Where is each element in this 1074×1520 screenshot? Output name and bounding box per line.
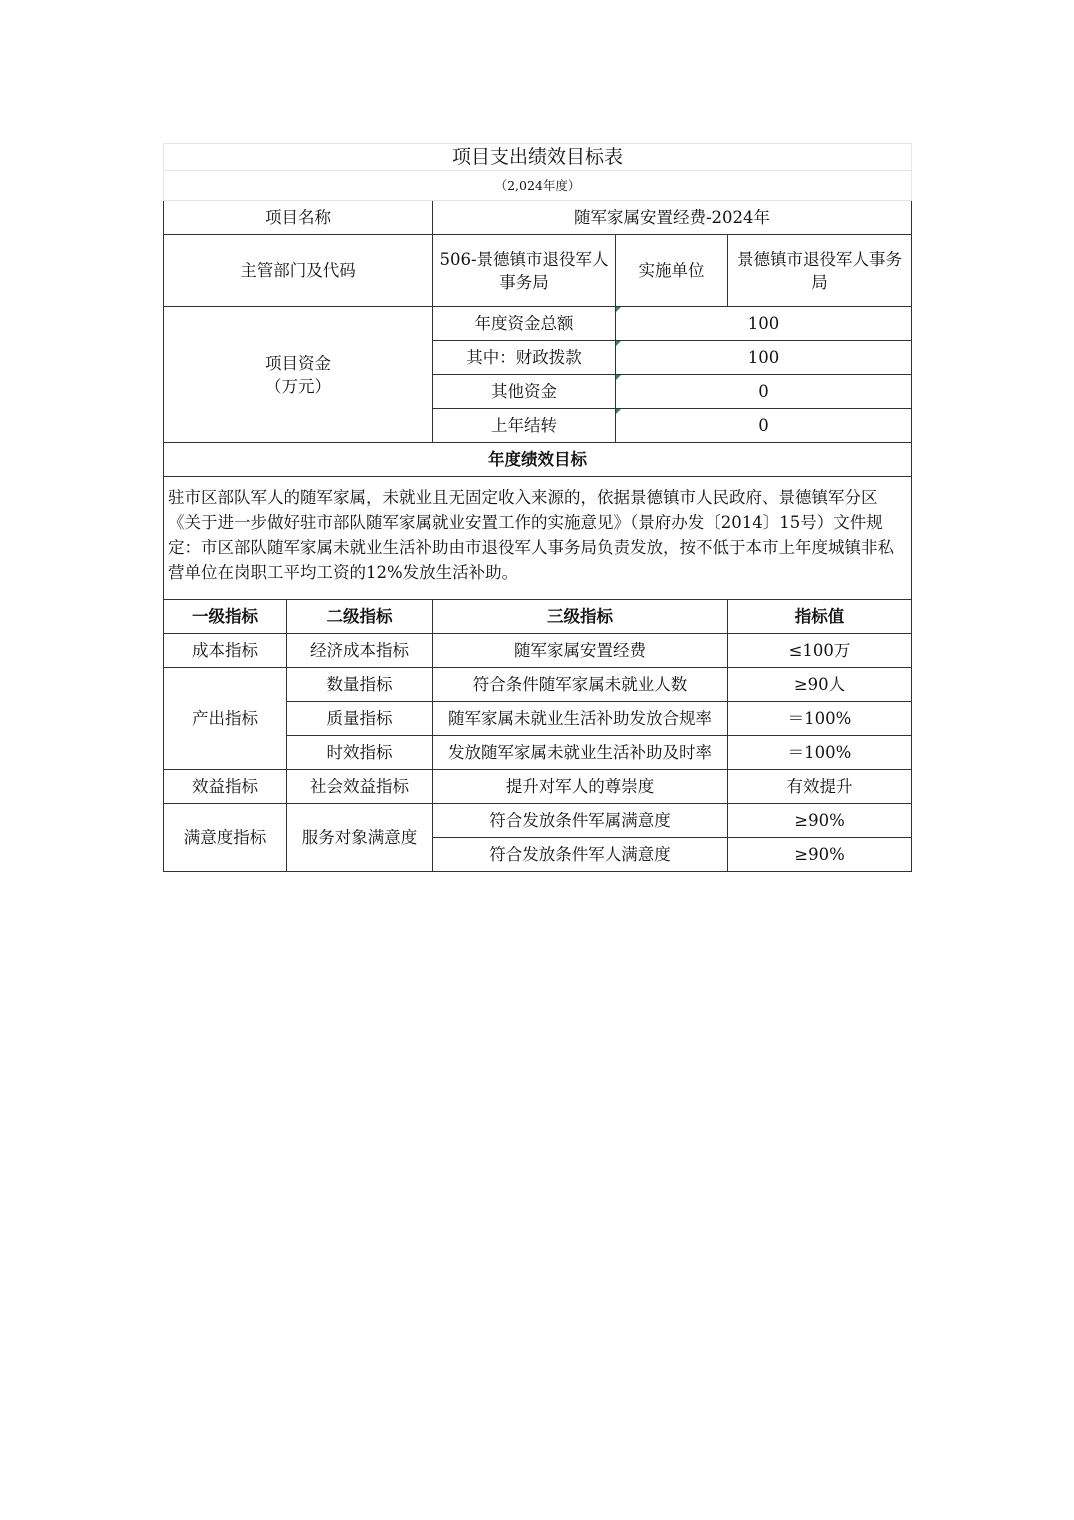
funds-row-label: 其中：财政拨款 xyxy=(433,341,616,375)
table-subtitle: （2,024年度） xyxy=(164,171,912,201)
indicator-value: ≥90人 xyxy=(728,668,912,702)
header-level2: 二级指标 xyxy=(287,600,433,634)
funds-row-value: 100 xyxy=(616,341,912,375)
annual-goal-heading: 年度绩效目标 xyxy=(164,443,912,477)
indicator-value: ＝100% xyxy=(728,702,912,736)
indicator-level2: 服务对象满意度 xyxy=(287,804,433,872)
funds-label: 项目资金 xyxy=(265,353,331,373)
indicator-level3: 提升对军人的尊崇度 xyxy=(433,770,728,804)
header-level3: 三级指标 xyxy=(433,600,728,634)
department-label: 主管部门及代码 xyxy=(164,235,433,307)
indicator-level1: 成本指标 xyxy=(164,634,287,668)
indicator-level3: 符合发放条件军人满意度 xyxy=(433,838,728,872)
indicator-level2: 时效指标 xyxy=(287,736,433,770)
header-value: 指标值 xyxy=(728,600,912,634)
indicator-level2: 质量指标 xyxy=(287,702,433,736)
funds-row-label: 上年结转 xyxy=(433,409,616,443)
project-name-label: 项目名称 xyxy=(164,201,433,235)
project-name-value: 随军家属安置经费-2024年 xyxy=(433,201,912,235)
funds-row-label: 年度资金总额 xyxy=(433,307,616,341)
funds-row-label: 其他资金 xyxy=(433,375,616,409)
header-level1: 一级指标 xyxy=(164,600,287,634)
indicator-level2: 社会效益指标 xyxy=(287,770,433,804)
indicator-value: ＝100% xyxy=(728,736,912,770)
funds-unit: （万元） xyxy=(265,376,331,396)
indicator-level1: 产出指标 xyxy=(164,668,287,770)
performance-target-table xyxy=(163,143,912,872)
indicator-level3: 随军家属未就业生活补助发放合规率 xyxy=(433,702,728,736)
implementing-unit-value: 景德镇市退役军人事务局 xyxy=(728,235,912,307)
funds-label-cell xyxy=(164,307,433,443)
performance-target-sheet xyxy=(163,143,911,872)
indicator-value: 有效提升 xyxy=(728,770,912,804)
indicator-level1: 满意度指标 xyxy=(164,804,287,872)
indicator-level3: 符合条件随军家属未就业人数 xyxy=(433,668,728,702)
department-value: 506-景德镇市退役军人事务局 xyxy=(433,235,616,307)
indicator-level1: 效益指标 xyxy=(164,770,287,804)
table-title: 项目支出绩效目标表 xyxy=(164,144,912,171)
implementing-unit-label: 实施单位 xyxy=(616,235,728,307)
indicator-level2: 经济成本指标 xyxy=(287,634,433,668)
indicator-value: ≥90% xyxy=(728,838,912,872)
annual-goal-text: 驻市区部队军人的随军家属，未就业且无固定收入来源的，依据景德镇市人民政府、景德镇军分区《关于进一步做好驻市部队随军家属就业安置工作的实施意见》（景府办发〔2014〕15号）文件规定：市区部队随军家属未就业生活补助由市退役军人事务局负责发放，按不低于本市上年度城镇非私营单位在岗职工平均工资的12%发放生活补助。 xyxy=(164,477,912,600)
indicator-value: ≥90% xyxy=(728,804,912,838)
funds-row-value: 100 xyxy=(616,307,912,341)
indicator-level3: 发放随军家属未就业生活补助及时率 xyxy=(433,736,728,770)
indicator-value: ≤100万 xyxy=(728,634,912,668)
funds-row-value: 0 xyxy=(616,375,912,409)
indicator-level2: 数量指标 xyxy=(287,668,433,702)
indicator-level3: 符合发放条件军属满意度 xyxy=(433,804,728,838)
indicator-level3: 随军家属安置经费 xyxy=(433,634,728,668)
funds-row-value: 0 xyxy=(616,409,912,443)
